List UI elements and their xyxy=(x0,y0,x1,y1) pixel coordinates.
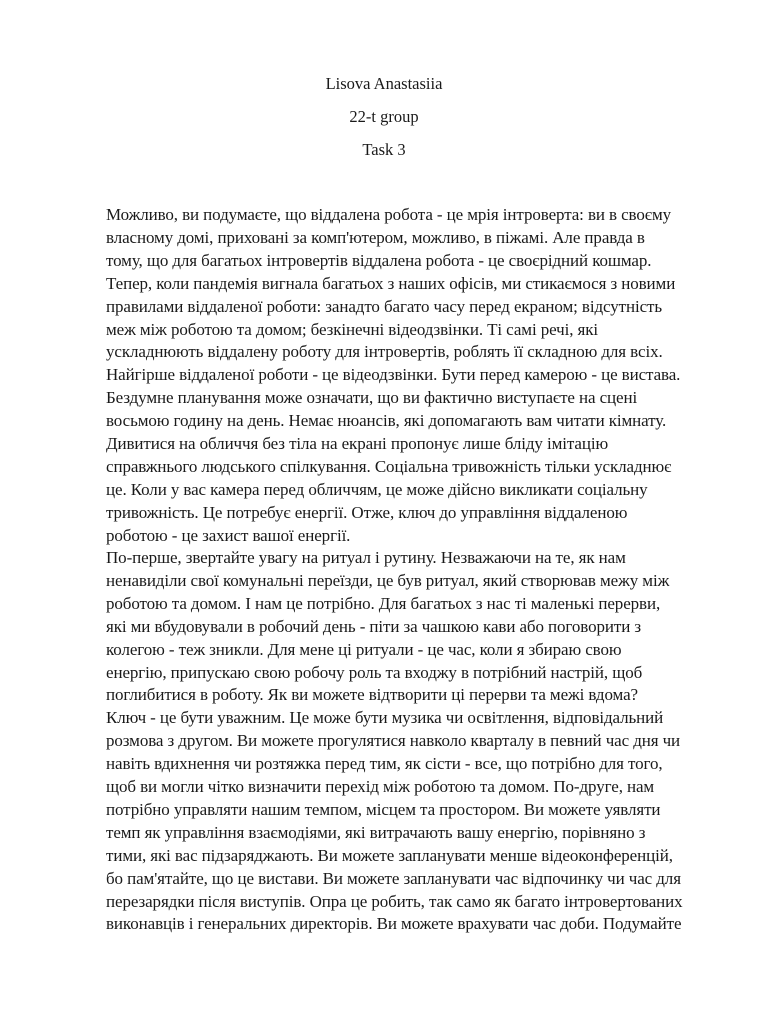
text-line: Найгірше віддаленої роботи - це відеодзвінки. Бути перед камерою - це вистава. xyxy=(106,365,681,385)
text-line: розмова з другом. Ви можете прогулятися навколо кварталу в певний час дня чи xyxy=(106,731,681,751)
text-line: Тепер, коли пандемія вигнала багатьох з наших офісів, ми стикаємося з новими xyxy=(106,273,676,293)
text-line: навіть вдихнення чи розтяжка перед тим, як сісти - все, що потрібно для того, xyxy=(106,754,663,774)
text-line: темп як управління взаємодіями, які витрачають вашу енергію, порівняно з xyxy=(106,822,646,842)
text-line: Ключ - це бути уважним. Це може бути музика чи освітлення, відповідальний xyxy=(106,708,664,728)
text-line: потрібно управляти нашим темпом, місцем та простором. Ви можете уявляти xyxy=(106,799,661,819)
text-line: ускладнюють віддалену роботу для інтровертів, роблять її складною для всіх. xyxy=(106,342,663,362)
text-line: поглибитися в роботу. Як ви можете відтворити ці перерви та межі вдома? xyxy=(106,685,638,705)
text-line: енергію, припускаю свою робочу роль та входжу в потрібний настрій, щоб xyxy=(106,662,643,682)
group-label: 22-t group xyxy=(349,107,419,126)
task-label: Task 3 xyxy=(362,140,406,159)
text-line: тривожність. Це потребує енергії. Отже, ключ до управління віддаленою xyxy=(106,502,628,522)
text-line: справжнього людського спілкування. Соціальна тривожність тільки ускладнює xyxy=(106,456,672,476)
text-line: які ми вбудовували в робочий день - піти за чашкою кави або поговорити з xyxy=(106,616,641,636)
text-line: тими, які вас підзаряджають. Ви можете запланувати менше відеоконференцій, xyxy=(106,845,673,865)
text-line: По-перше, звертайте увагу на ритуал і рутину. Незважаючи на те, як нам xyxy=(106,548,626,567)
text-line: тому, що для багатьох інтровертів віддалена робота - це своєрідний кошмар. xyxy=(106,250,652,270)
text-line: роботою - це захист вашої енергії. xyxy=(106,525,351,545)
text-line: роботою та домом. І нам це потрібно. Для багатьох з нас ті маленькі перерви, xyxy=(106,593,661,613)
text-line: колегою - теж зникли. Для мене ці ритуали - це час, коли я збираю свою xyxy=(106,639,622,659)
text-line: щоб ви могли чітко визначити перехід між роботою та домом. По-друге, нам xyxy=(106,777,655,796)
author-name: Lisova Anastasiia xyxy=(325,74,443,93)
text-line: виконавців і генеральних директорів. Ви можете врахувати час доби. Подумайте xyxy=(106,914,682,934)
text-line: власному домі, приховані за комп'ютером, можливо, в піжамі. Але правда в xyxy=(106,227,645,247)
text-line: меж між роботою та домом; безкінечні відеодзвінки. Ті самі речі, які xyxy=(106,319,599,339)
text-line: бо пам'ятайте, що це вистави. Ви можете запланувати час відпочинку чи час для xyxy=(106,868,681,888)
text-line: правилами віддаленої роботи: занадто багато часу перед екраном; відсутність xyxy=(106,296,662,316)
text-line: Дивитися на обличчя без тіла на екрані пропонує лише бліду імітацію xyxy=(106,434,609,453)
text-line: Можливо, ви подумаєте, що віддалена робота - це мрія інтроверта: ви в своєму xyxy=(106,205,672,224)
text-line: це. Коли у вас камера перед обличчям, це може дійсно викликати соціальну xyxy=(106,479,648,499)
text-line: ненавиділи свої комунальні переїзди, це був ритуал, який створював межу між xyxy=(106,570,670,590)
text-line: Бездумне планування може означати, що ви фактично виступаєте на сцені xyxy=(106,388,638,408)
text-line: восьмою годину на день. Немає нюансів, які допомагають вам читати кімнату. xyxy=(106,411,667,431)
text-line: перезарядки після виступів. Опра це робить, так само як багато інтровертованих xyxy=(106,891,683,911)
